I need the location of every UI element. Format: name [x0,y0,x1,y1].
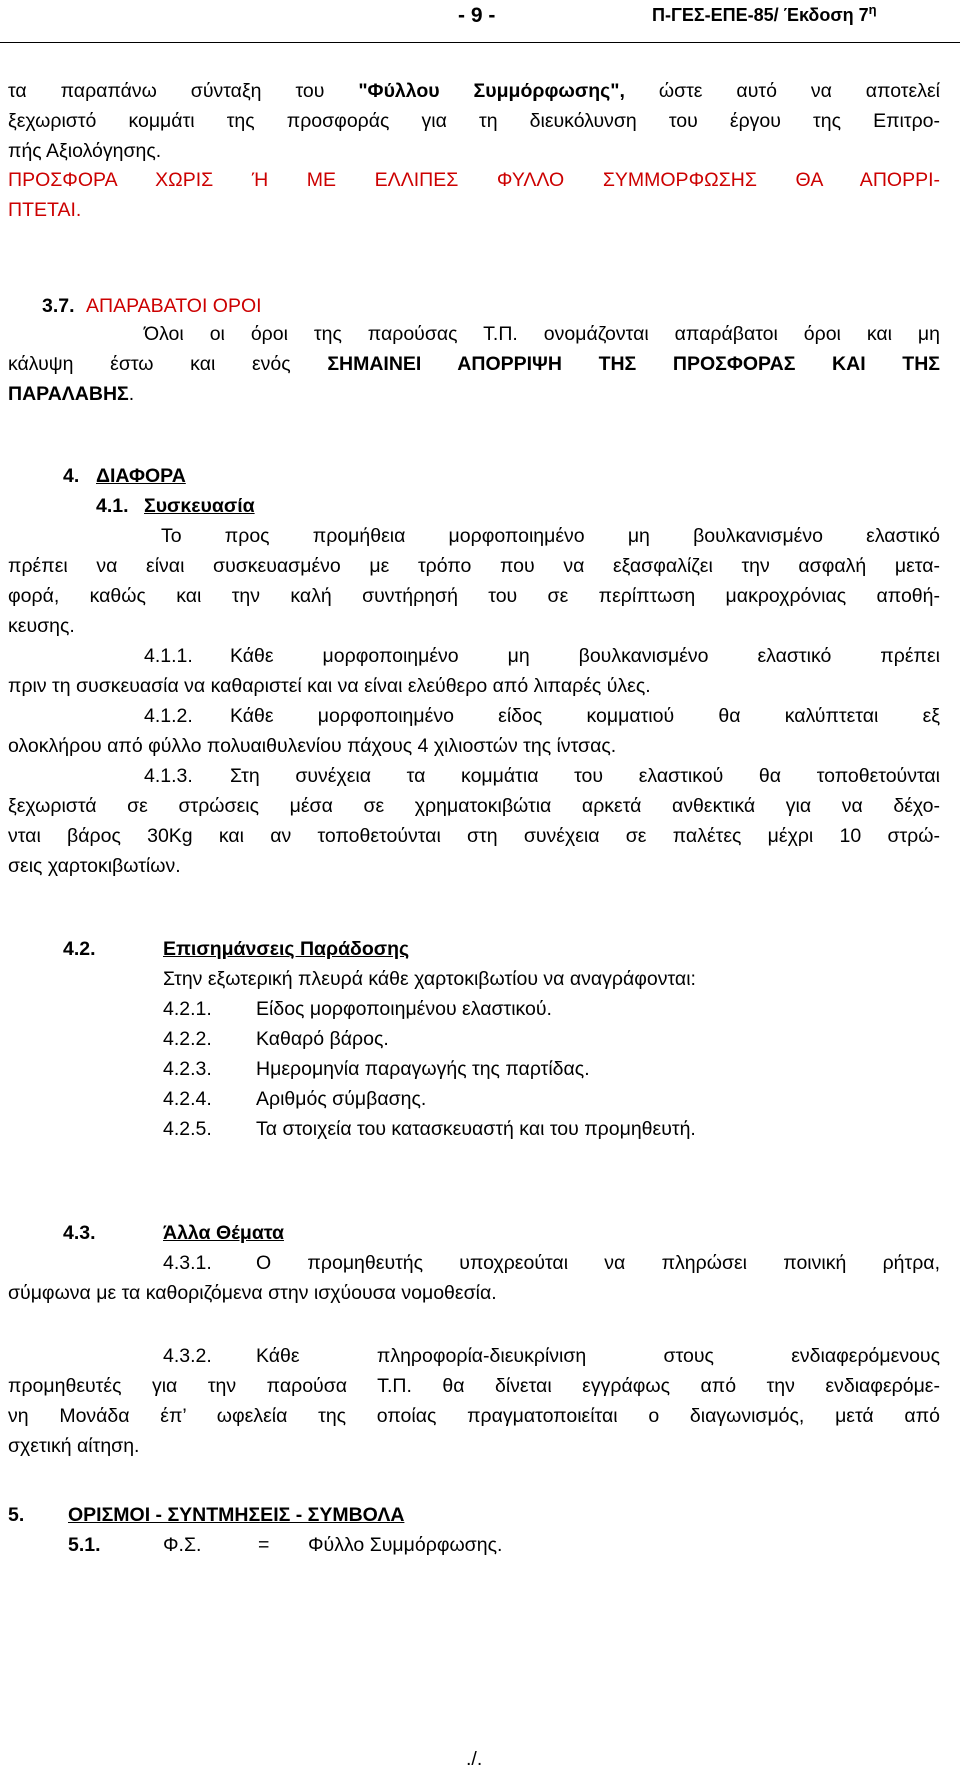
item-4-1-1-number: 4.1.1. [144,645,193,667]
section-4-title: ΔΙΑΦΟΡΑ [96,465,186,487]
section-3-7-line-3 [8,383,134,406]
item-4-2-1-number: 4.2.1. [163,998,212,1020]
item-4-3-2-line-2: προμηθευτές για την παρούσα Τ.Π. θα δίνεται εγγράφως από την ενδιαφερόμε- [8,1375,940,1397]
section-4-1-line-4: κευσης. [8,615,75,637]
section-4-2-number: 4.2. [63,938,96,960]
item-4-1-1-line-2: πριν τη συσκευασία να καθαριστεί και να είναι ελεύθερο από λιπαρές ύλες. [8,675,651,697]
section-4-2-title: Επισημάνσεις Παράδοσης [163,938,410,960]
item-4-2-2-text: Καθαρό βάρος. [256,1028,389,1050]
compliance-sheet-term: "Φύλλου Συμμόρφωσης", [358,80,625,102]
item-4-2-4-text: Αριθμός σύμβασης. [256,1088,427,1110]
section-5-title: ΟΡΙΣΜΟΙ - ΣΥΝΤΜΗΣΕΙΣ - ΣΥΜΒΟΛΑ [68,1504,405,1526]
item-4-3-2-line-1: Κάθε πληροφορία-διευκρίνιση στους ενδιαφερόμενους [256,1345,940,1367]
section-3-7-title: ΑΠΑΡΑΒΑΤΟΙ ΟΡΟΙ [86,295,262,317]
item-4-1-2-number: 4.1.2. [144,705,193,727]
section-4-3-title: Άλλα Θέματα [163,1222,284,1244]
item-4-2-3-text: Ημερομηνία παραγωγής της παρτίδας. [256,1058,590,1080]
intro-text: τα παραπάνω σύνταξη του [8,80,359,102]
item-4-2-4-number: 4.2.4. [163,1088,212,1110]
intro-text: ώστε αυτό να αποτελεί [624,80,940,102]
rejection-warning-line-1: ΠΡΟΣΦΟΡΑ ΧΩΡΙΣ Ή ΜΕ ΕΛΛΙΠΕΣ ΦΥΛΛΟ ΣΥΜΜΟΡΦΩΣΗΣ ΘΑ ΑΠΟΡΡΙ- [8,169,940,191]
continuation-mark: ./. [466,1748,483,1770]
rejection-warning-line-2: ΠΤΕΤΑΙ. [8,199,82,221]
section-5-number: 5. [8,1504,25,1526]
rejection-clause: ΣΗΜΑΙΝΕΙ ΑΠΟΡΡΙΨΗ ΤΗΣ ΠΡΟΣΦΟΡΑΣ ΚΑΙ ΤΗΣ [327,353,940,375]
abbreviation-definition: Φύλλο Συμμόρφωσης. [308,1534,503,1556]
intro-line-1 [8,80,940,103]
section-5-1-number: 5.1. [68,1534,101,1556]
item-4-3-1-line-1: Ο προμηθευτής υποχρεούται να πληρώσει ποινική ρήτρα, [256,1252,940,1274]
item-4-2-3-number: 4.2.3. [163,1058,212,1080]
section-4-1-line-3: φορά, καθώς και την καλή συντήρησή του σε περίπτωση μακροχρόνιας αποθή- [8,585,940,607]
intro-line-3: πής Αξιολόγησης. [8,140,162,162]
item-4-2-5-number: 4.2.5. [163,1118,212,1140]
equals-sign: = [258,1534,270,1556]
section-4-1-title: Συσκευασία [144,495,255,517]
section-4-number: 4. [63,465,80,487]
item-4-1-3-line-3: νται βάρος 30Kg και αν τοποθετούνται στη συνέχεια σε παλέτες μέχρι 10 στρώ- [8,825,940,847]
abbreviation: Φ.Σ. [163,1534,202,1556]
item-4-3-1-number: 4.3.1. [163,1252,212,1274]
item-4-1-2-line-2: ολοκλήρου από φύλλο πολυαιθυλενίου πάχους 4 χιλιοστών της ίντσας. [8,735,617,757]
item-4-2-2-number: 4.2.2. [163,1028,212,1050]
item-4-2-5-text: Τα στοιχεία του κατασκευαστή και του προμηθευτή. [256,1118,696,1140]
item-4-1-3-number: 4.1.3. [144,765,193,787]
page-number: - 9 - [458,4,496,27]
item-4-2-1-text: Είδος μορφοποιημένου ελαστικού. [256,998,552,1020]
item-4-1-3-line-2: ξεχωριστά σε στρώσεις μέσα σε χρηματοκιβώτια αρκετά ανθεκτικά για να δέχο- [8,795,940,817]
section-4-3-number: 4.3. [63,1222,96,1244]
item-4-1-2-line-1: Κάθε μορφοποιημένο είδος κομματιού θα καλύπτεται εξ [230,705,940,727]
rejection-clause-end: ΠΑΡΑΛΑΒΗΣ [8,383,129,405]
section-4-1-number: 4.1. [96,495,129,517]
section-3-7-line-1: Όλοι οι όροι της παρούσας Τ.Π. ονομάζονται απαράβατοι όροι και μη [144,323,940,345]
section-4-1-line-2: πρέπει να είναι συσκευασμένο με τρόπο που να εξασφαλίζει την ασφαλή μετα- [8,555,940,577]
section-4-1-line-1: Το προς προμήθεια μορφοποιημένο μη βουλκανισμένο ελαστικό [161,525,940,547]
period: . [128,383,135,405]
header-rule [0,42,960,43]
section-3-7-number: 3.7. [42,295,75,317]
item-4-1-3-line-4: σεις χαρτοκιβωτίων. [8,855,181,877]
section-3-7-text: κάλυψη έστω και ενός [8,353,328,375]
document-code-text: Π-ΓΕΣ-ΕΠΕ-85/ Έκδοση 7 [652,5,869,25]
intro-line-2: ξεχωριστό κομμάτι της προσφοράς για τη διευκόλυνση του έργου της Επιτρο- [8,110,940,132]
item-4-3-2-line-4: σχετική αίτηση. [8,1435,140,1457]
section-4-2-intro: Στην εξωτερική πλευρά κάθε χαρτοκιβωτίου να αναγράφονται: [163,968,696,990]
section-3-7-line-2 [8,353,940,376]
item-4-1-3-line-1: Στη συνέχεια τα κομμάτια του ελαστικού θα τοποθετούνται [230,765,940,787]
document-code-superscript: η [868,2,877,17]
item-4-3-2-line-3: νη Μονάδα έπ’ ωφελεία της οποίας πραγματοποιείται ο διαγωνισμός, μετά από [8,1405,940,1427]
item-4-3-2-number: 4.3.2. [163,1345,212,1367]
item-4-1-1-line-1: Κάθε μορφοποιημένο μη βουλκανισμένο ελαστικό πρέπει [230,645,940,667]
document-code [652,2,877,26]
item-4-3-1-line-2: σύμφωνα με τα καθοριζόμενα στην ισχύουσα νομοθεσία. [8,1282,497,1304]
